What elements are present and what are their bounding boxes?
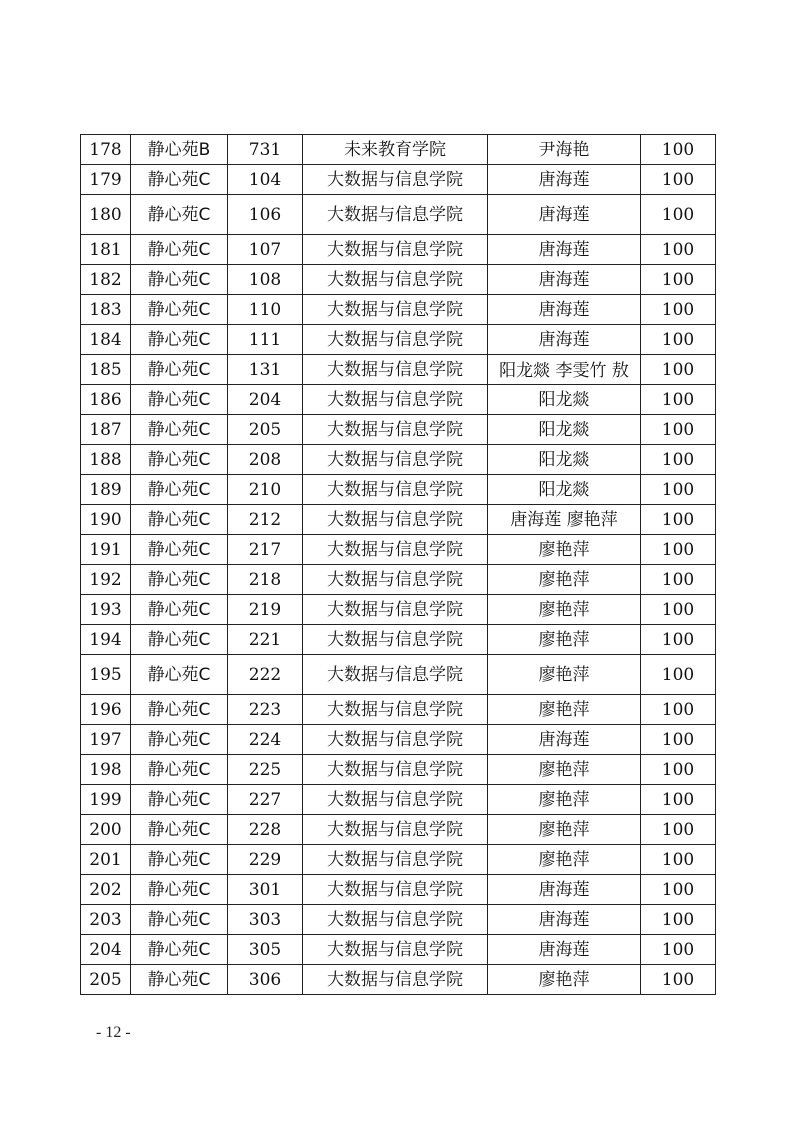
cell-score: 100 xyxy=(641,965,716,995)
cell-building: 静心苑C xyxy=(131,445,228,475)
cell-building: 静心苑C xyxy=(131,195,228,235)
cell-building: 静心苑C xyxy=(131,565,228,595)
cell-college: 大数据与信息学院 xyxy=(303,625,488,655)
cell-manager: 廖艳萍 xyxy=(488,785,641,815)
cell-number: 204 xyxy=(81,935,131,965)
cell-number: 201 xyxy=(81,845,131,875)
cell-room: 229 xyxy=(228,845,303,875)
table-row xyxy=(81,535,716,565)
cell-room: 731 xyxy=(228,135,303,165)
cell-room: 303 xyxy=(228,905,303,935)
cell-manager: 阳龙燚 xyxy=(488,475,641,505)
table-row xyxy=(81,595,716,625)
cell-building: 静心苑C xyxy=(131,325,228,355)
cell-college: 大数据与信息学院 xyxy=(303,905,488,935)
cell-score: 100 xyxy=(641,415,716,445)
cell-manager: 廖艳萍 xyxy=(488,625,641,655)
table-row xyxy=(81,755,716,785)
table-row xyxy=(81,475,716,505)
cell-room: 218 xyxy=(228,565,303,595)
cell-number: 202 xyxy=(81,875,131,905)
cell-college: 大数据与信息学院 xyxy=(303,445,488,475)
cell-score: 100 xyxy=(641,475,716,505)
cell-building: 静心苑C xyxy=(131,815,228,845)
cell-score: 100 xyxy=(641,695,716,725)
cell-number: 199 xyxy=(81,785,131,815)
cell-room: 104 xyxy=(228,165,303,195)
cell-college: 大数据与信息学院 xyxy=(303,415,488,445)
cell-college: 大数据与信息学院 xyxy=(303,295,488,325)
cell-college: 大数据与信息学院 xyxy=(303,845,488,875)
cell-building: 静心苑C xyxy=(131,385,228,415)
cell-number: 180 xyxy=(81,195,131,235)
cell-college: 大数据与信息学院 xyxy=(303,695,488,725)
cell-number: 198 xyxy=(81,755,131,785)
cell-number: 197 xyxy=(81,725,131,755)
cell-room: 305 xyxy=(228,935,303,965)
cell-score: 100 xyxy=(641,655,716,695)
cell-number: 189 xyxy=(81,475,131,505)
cell-building: 静心苑C xyxy=(131,875,228,905)
table-row xyxy=(81,965,716,995)
cell-building: 静心苑C xyxy=(131,595,228,625)
cell-manager: 唐海莲 xyxy=(488,875,641,905)
cell-number: 190 xyxy=(81,505,131,535)
cell-room: 219 xyxy=(228,595,303,625)
cell-number: 185 xyxy=(81,355,131,385)
cell-manager: 唐海莲 xyxy=(488,725,641,755)
cell-score: 100 xyxy=(641,295,716,325)
table-row xyxy=(81,935,716,965)
cell-manager: 唐海莲 xyxy=(488,935,641,965)
table-row xyxy=(81,725,716,755)
cell-number: 192 xyxy=(81,565,131,595)
cell-number: 182 xyxy=(81,265,131,295)
cell-score: 100 xyxy=(641,725,716,755)
table-row xyxy=(81,265,716,295)
cell-score: 100 xyxy=(641,385,716,415)
cell-manager: 廖艳萍 xyxy=(488,965,641,995)
table-row xyxy=(81,625,716,655)
cell-score: 100 xyxy=(641,195,716,235)
cell-room: 210 xyxy=(228,475,303,505)
cell-college: 大数据与信息学院 xyxy=(303,935,488,965)
cell-score: 100 xyxy=(641,815,716,845)
cell-manager: 廖艳萍 xyxy=(488,595,641,625)
cell-number: 187 xyxy=(81,415,131,445)
table-row xyxy=(81,445,716,475)
cell-building: 静心苑C xyxy=(131,935,228,965)
cell-building: 静心苑C xyxy=(131,295,228,325)
cell-manager: 廖艳萍 xyxy=(488,565,641,595)
cell-manager: 廖艳萍 xyxy=(488,845,641,875)
cell-building: 静心苑C xyxy=(131,235,228,265)
cell-building: 静心苑B xyxy=(131,135,228,165)
cell-manager: 唐海莲 xyxy=(488,265,641,295)
cell-room: 110 xyxy=(228,295,303,325)
dormitory-score-table xyxy=(80,134,716,995)
cell-building: 静心苑C xyxy=(131,845,228,875)
cell-manager: 廖艳萍 xyxy=(488,815,641,845)
cell-college: 大数据与信息学院 xyxy=(303,965,488,995)
cell-room: 223 xyxy=(228,695,303,725)
table-row xyxy=(81,415,716,445)
table-row xyxy=(81,565,716,595)
cell-score: 100 xyxy=(641,445,716,475)
cell-number: 191 xyxy=(81,535,131,565)
cell-score: 100 xyxy=(641,265,716,295)
table-row xyxy=(81,195,716,235)
cell-college: 大数据与信息学院 xyxy=(303,195,488,235)
table-row xyxy=(81,815,716,845)
cell-building: 静心苑C xyxy=(131,355,228,385)
cell-manager: 阳龙燚 xyxy=(488,415,641,445)
cell-score: 100 xyxy=(641,755,716,785)
cell-score: 100 xyxy=(641,905,716,935)
cell-building: 静心苑C xyxy=(131,965,228,995)
cell-room: 217 xyxy=(228,535,303,565)
cell-college: 大数据与信息学院 xyxy=(303,475,488,505)
cell-college: 大数据与信息学院 xyxy=(303,725,488,755)
table-row xyxy=(81,905,716,935)
cell-college: 大数据与信息学院 xyxy=(303,875,488,905)
table-row xyxy=(81,165,716,195)
cell-room: 131 xyxy=(228,355,303,385)
cell-building: 静心苑C xyxy=(131,625,228,655)
cell-room: 212 xyxy=(228,505,303,535)
cell-manager: 廖艳萍 xyxy=(488,655,641,695)
cell-manager: 阳龙燚 xyxy=(488,445,641,475)
cell-building: 静心苑C xyxy=(131,905,228,935)
table-row xyxy=(81,135,716,165)
cell-number: 195 xyxy=(81,655,131,695)
cell-score: 100 xyxy=(641,355,716,385)
cell-room: 228 xyxy=(228,815,303,845)
cell-score: 100 xyxy=(641,565,716,595)
cell-number: 178 xyxy=(81,135,131,165)
cell-college: 大数据与信息学院 xyxy=(303,655,488,695)
cell-college: 大数据与信息学院 xyxy=(303,535,488,565)
cell-college: 大数据与信息学院 xyxy=(303,595,488,625)
cell-room: 107 xyxy=(228,235,303,265)
cell-manager: 唐海莲 xyxy=(488,295,641,325)
cell-room: 224 xyxy=(228,725,303,755)
table-row xyxy=(81,385,716,415)
cell-score: 100 xyxy=(641,595,716,625)
cell-number: 184 xyxy=(81,325,131,355)
cell-room: 306 xyxy=(228,965,303,995)
cell-number: 188 xyxy=(81,445,131,475)
cell-college: 大数据与信息学院 xyxy=(303,165,488,195)
cell-building: 静心苑C xyxy=(131,475,228,505)
cell-manager: 唐海莲 xyxy=(488,325,641,355)
table-row xyxy=(81,355,716,385)
cell-room: 111 xyxy=(228,325,303,355)
cell-score: 100 xyxy=(641,625,716,655)
table-row xyxy=(81,295,716,325)
table-row xyxy=(81,325,716,355)
cell-manager: 廖艳萍 xyxy=(488,695,641,725)
table-row xyxy=(81,695,716,725)
cell-score: 100 xyxy=(641,935,716,965)
cell-building: 静心苑C xyxy=(131,755,228,785)
cell-room: 227 xyxy=(228,785,303,815)
cell-room: 106 xyxy=(228,195,303,235)
cell-manager: 唐海莲 xyxy=(488,905,641,935)
cell-building: 静心苑C xyxy=(131,695,228,725)
cell-college: 大数据与信息学院 xyxy=(303,265,488,295)
cell-college: 大数据与信息学院 xyxy=(303,565,488,595)
cell-score: 100 xyxy=(641,535,716,565)
cell-room: 225 xyxy=(228,755,303,785)
cell-manager: 唐海莲 xyxy=(488,165,641,195)
table-row xyxy=(81,505,716,535)
cell-number: 186 xyxy=(81,385,131,415)
cell-manager: 阳龙燚 xyxy=(488,385,641,415)
cell-manager xyxy=(488,355,641,385)
cell-number: 183 xyxy=(81,295,131,325)
cell-manager: 廖艳萍 xyxy=(488,535,641,565)
cell-manager: 唐海莲 xyxy=(488,235,641,265)
cell-manager: 唐海莲 xyxy=(488,195,641,235)
cell-building: 静心苑C xyxy=(131,415,228,445)
cell-number: 196 xyxy=(81,695,131,725)
cell-college: 大数据与信息学院 xyxy=(303,385,488,415)
cell-room: 208 xyxy=(228,445,303,475)
table-row xyxy=(81,235,716,265)
cell-room: 204 xyxy=(228,385,303,415)
cell-number: 181 xyxy=(81,235,131,265)
cell-college: 大数据与信息学院 xyxy=(303,785,488,815)
cell-room: 221 xyxy=(228,625,303,655)
cell-room: 301 xyxy=(228,875,303,905)
cell-building: 静心苑C xyxy=(131,505,228,535)
cell-number: 193 xyxy=(81,595,131,625)
table-row xyxy=(81,785,716,815)
page-number: - 12 - xyxy=(96,1024,131,1041)
cell-number: 194 xyxy=(81,625,131,655)
cell-building: 静心苑C xyxy=(131,725,228,755)
cell-score: 100 xyxy=(641,785,716,815)
cell-number: 200 xyxy=(81,815,131,845)
cell-manager: 廖艳萍 xyxy=(488,755,641,785)
table-row xyxy=(81,845,716,875)
cell-number: 179 xyxy=(81,165,131,195)
cell-score: 100 xyxy=(641,325,716,355)
cell-manager: 唐海莲 廖艳萍 xyxy=(488,505,641,535)
cell-number: 205 xyxy=(81,965,131,995)
cell-score: 100 xyxy=(641,845,716,875)
cell-college: 大数据与信息学院 xyxy=(303,755,488,785)
cell-building: 静心苑C xyxy=(131,785,228,815)
cell-building: 静心苑C xyxy=(131,655,228,695)
cell-building: 静心苑C xyxy=(131,265,228,295)
cell-score: 100 xyxy=(641,235,716,265)
cell-manager-text: 阳龙燚 李雯竹 敖 xyxy=(499,360,629,381)
cell-manager: 尹海艳 xyxy=(488,135,641,165)
cell-score: 100 xyxy=(641,875,716,905)
table-row xyxy=(81,655,716,695)
cell-room: 108 xyxy=(228,265,303,295)
cell-room: 222 xyxy=(228,655,303,695)
cell-college: 大数据与信息学院 xyxy=(303,325,488,355)
cell-score: 100 xyxy=(641,505,716,535)
table-row xyxy=(81,875,716,905)
cell-number: 203 xyxy=(81,905,131,935)
cell-room: 205 xyxy=(228,415,303,445)
cell-college: 大数据与信息学院 xyxy=(303,815,488,845)
cell-college: 大数据与信息学院 xyxy=(303,505,488,535)
cell-score: 100 xyxy=(641,135,716,165)
cell-score: 100 xyxy=(641,165,716,195)
cell-college: 大数据与信息学院 xyxy=(303,235,488,265)
table-body xyxy=(81,135,716,995)
cell-college: 大数据与信息学院 xyxy=(303,355,488,385)
cell-building: 静心苑C xyxy=(131,165,228,195)
cell-building: 静心苑C xyxy=(131,535,228,565)
cell-college: 未来教育学院 xyxy=(303,135,488,165)
